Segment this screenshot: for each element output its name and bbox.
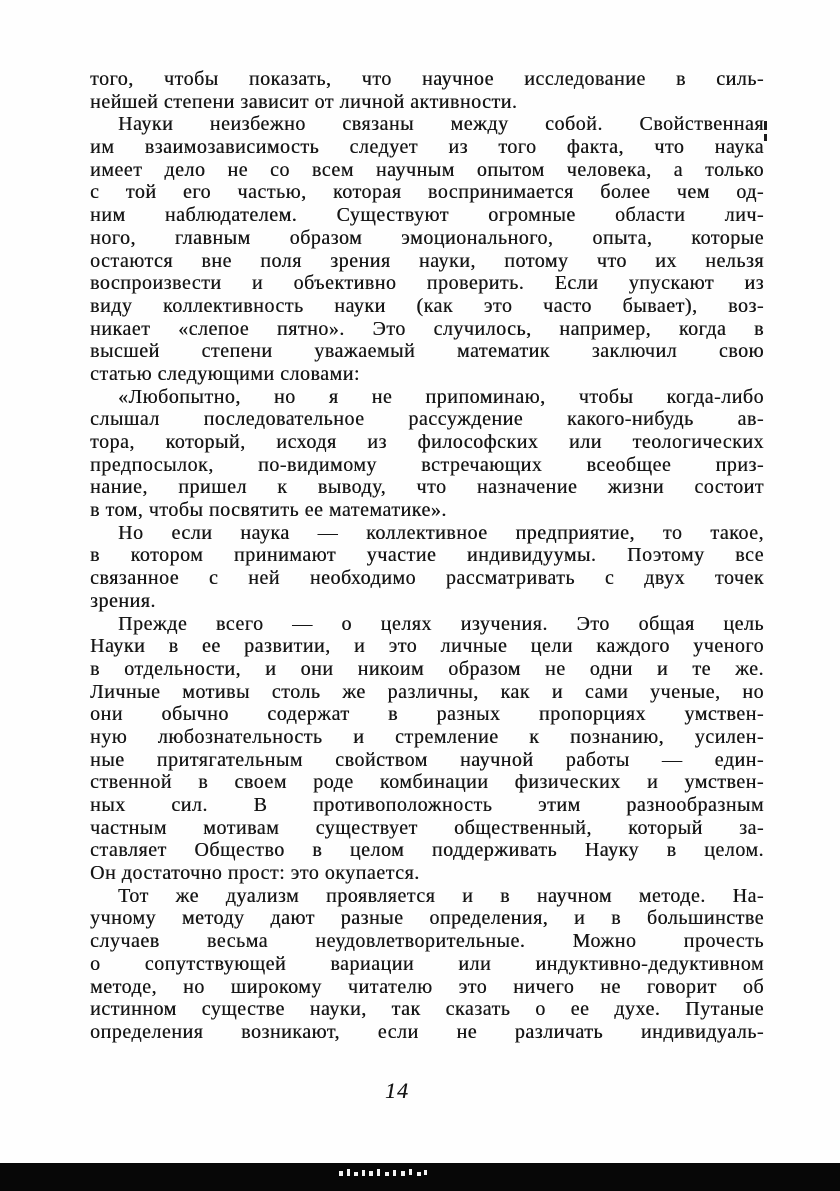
scan-noise-speck xyxy=(424,1170,427,1175)
text-line: Науки в ее развитии, и это личные цели каждого ученого xyxy=(90,635,764,658)
text-line: методе, но широкому читателю это ничего не говорит об xyxy=(90,975,764,998)
text-line: нание, пришел к выводу, что назначение жизни состоит xyxy=(90,476,764,499)
text-line: никает «слепое пятно». Это случилось, например, когда в xyxy=(90,317,764,340)
text-line: о сопутствующей вариации или индуктивно-дедуктивном xyxy=(90,952,764,975)
scan-noise-speck xyxy=(339,1171,343,1176)
scan-edge-bar xyxy=(0,1163,840,1191)
scan-noise-speck xyxy=(409,1169,412,1175)
text-line: в том, чтобы посвятить ее математике». xyxy=(90,499,447,522)
text-line: предпосылок, по-видимому встречающих всеобщее приз- xyxy=(90,453,764,476)
text-line: Прежде всего — о целях изучения. Это общая цель xyxy=(118,612,764,635)
text-line: ним наблюдателем. Существуют огромные области лич- xyxy=(90,204,764,227)
ink-mark-artifact xyxy=(764,121,767,143)
text-line: ную любознательность и стремление к познанию, усилен- xyxy=(90,725,764,748)
text-line: учному методу дают разные определения, и в большинстве xyxy=(90,907,764,930)
text-column xyxy=(90,68,764,1044)
text-line: Науки неизбежно связаны между собой. Свойственная xyxy=(118,113,764,136)
scan-noise-speck xyxy=(377,1169,380,1176)
scan-noise-speck xyxy=(369,1171,373,1176)
text-line: связанное с ней необходимо рассматривать с двух точек xyxy=(90,567,764,590)
scan-noise-speck xyxy=(401,1171,405,1176)
text-line: виду коллективность науки (как это часто бывает), воз- xyxy=(90,294,764,317)
text-line: воспроизвести и объективно проверить. Если упускают из xyxy=(90,272,764,295)
text-line: Тот же дуализм проявляется и в научном методе. На- xyxy=(118,884,764,907)
text-line: случаев весьма неудовлетворительные. Можно прочесть xyxy=(90,930,764,953)
text-line: нейшей степени зависит от личной активности. xyxy=(90,90,518,113)
text-line: Он достаточно прост: это окупается. xyxy=(90,862,420,885)
text-line: того, чтобы показать, что научное исследование в силь- xyxy=(90,68,764,90)
text-line: определения возникают, если не различать индивидуаль- xyxy=(90,1020,764,1043)
scan-noise-speck xyxy=(347,1169,350,1176)
text-line: частным мотивам существует общественный, который за- xyxy=(90,816,764,839)
scan-noise-speck xyxy=(417,1172,421,1176)
scan-noise-speck xyxy=(385,1172,389,1176)
text-line: они обычно содержат в разных пропорциях умствен- xyxy=(90,703,764,726)
text-line: им взаимозависимость следует из того факта, что наука xyxy=(90,136,764,159)
text-line: ного, главным образом эмоционального, опыта, которые xyxy=(90,226,764,249)
ink-mark-top xyxy=(764,121,767,130)
text-line: ственной в своем роде комбинации физических и умствен- xyxy=(90,771,764,794)
text-line: ных сил. В противоположность этим разнообразным xyxy=(90,794,764,816)
scan-noise-speck xyxy=(354,1172,358,1176)
text-line: зрения. xyxy=(90,589,156,612)
scan-noise-speck xyxy=(393,1170,396,1176)
scan-noise-speck xyxy=(362,1170,365,1176)
text-line: остаются вне поля зрения науки, потому что их нельзя xyxy=(90,249,764,272)
text-line: Но если наука — коллективное предприятие, то такое, xyxy=(118,521,764,544)
text-line: тора, который, исходя из философских или теологических xyxy=(90,431,764,453)
text-line: высшей степени уважаемый математик заключил свою xyxy=(90,340,764,363)
text-line: слышал последовательное рассуждение какого-нибудь ав- xyxy=(90,408,764,431)
text-line: ные притягательным свойством научной работы — един- xyxy=(90,748,764,771)
text-line: имеет дело не со всем научным опытом человека, а только xyxy=(90,158,764,181)
text-line: истинном существе науки, так сказать о ее духе. Путаные xyxy=(90,998,764,1021)
text-line: в отдельности, и они никоим образом не одни и те же. xyxy=(90,657,764,680)
text-line: «Любопытно, но я не припоминаю, чтобы когда-либо xyxy=(118,385,764,408)
text-line: с той его частью, которая воспринимается более чем од- xyxy=(90,181,764,204)
text-line: ставляет Общество в целом поддерживать Науку в целом. xyxy=(90,839,764,862)
ink-mark-bottom xyxy=(764,134,767,141)
text-line: статью следующими словами: xyxy=(90,362,360,385)
text-line: Личные мотивы столь же различны, как и сами ученые, но xyxy=(90,680,764,703)
text-line: в котором принимают участие индивидуумы. Поэтому все xyxy=(90,544,764,567)
page-number: 14 xyxy=(385,1078,409,1103)
